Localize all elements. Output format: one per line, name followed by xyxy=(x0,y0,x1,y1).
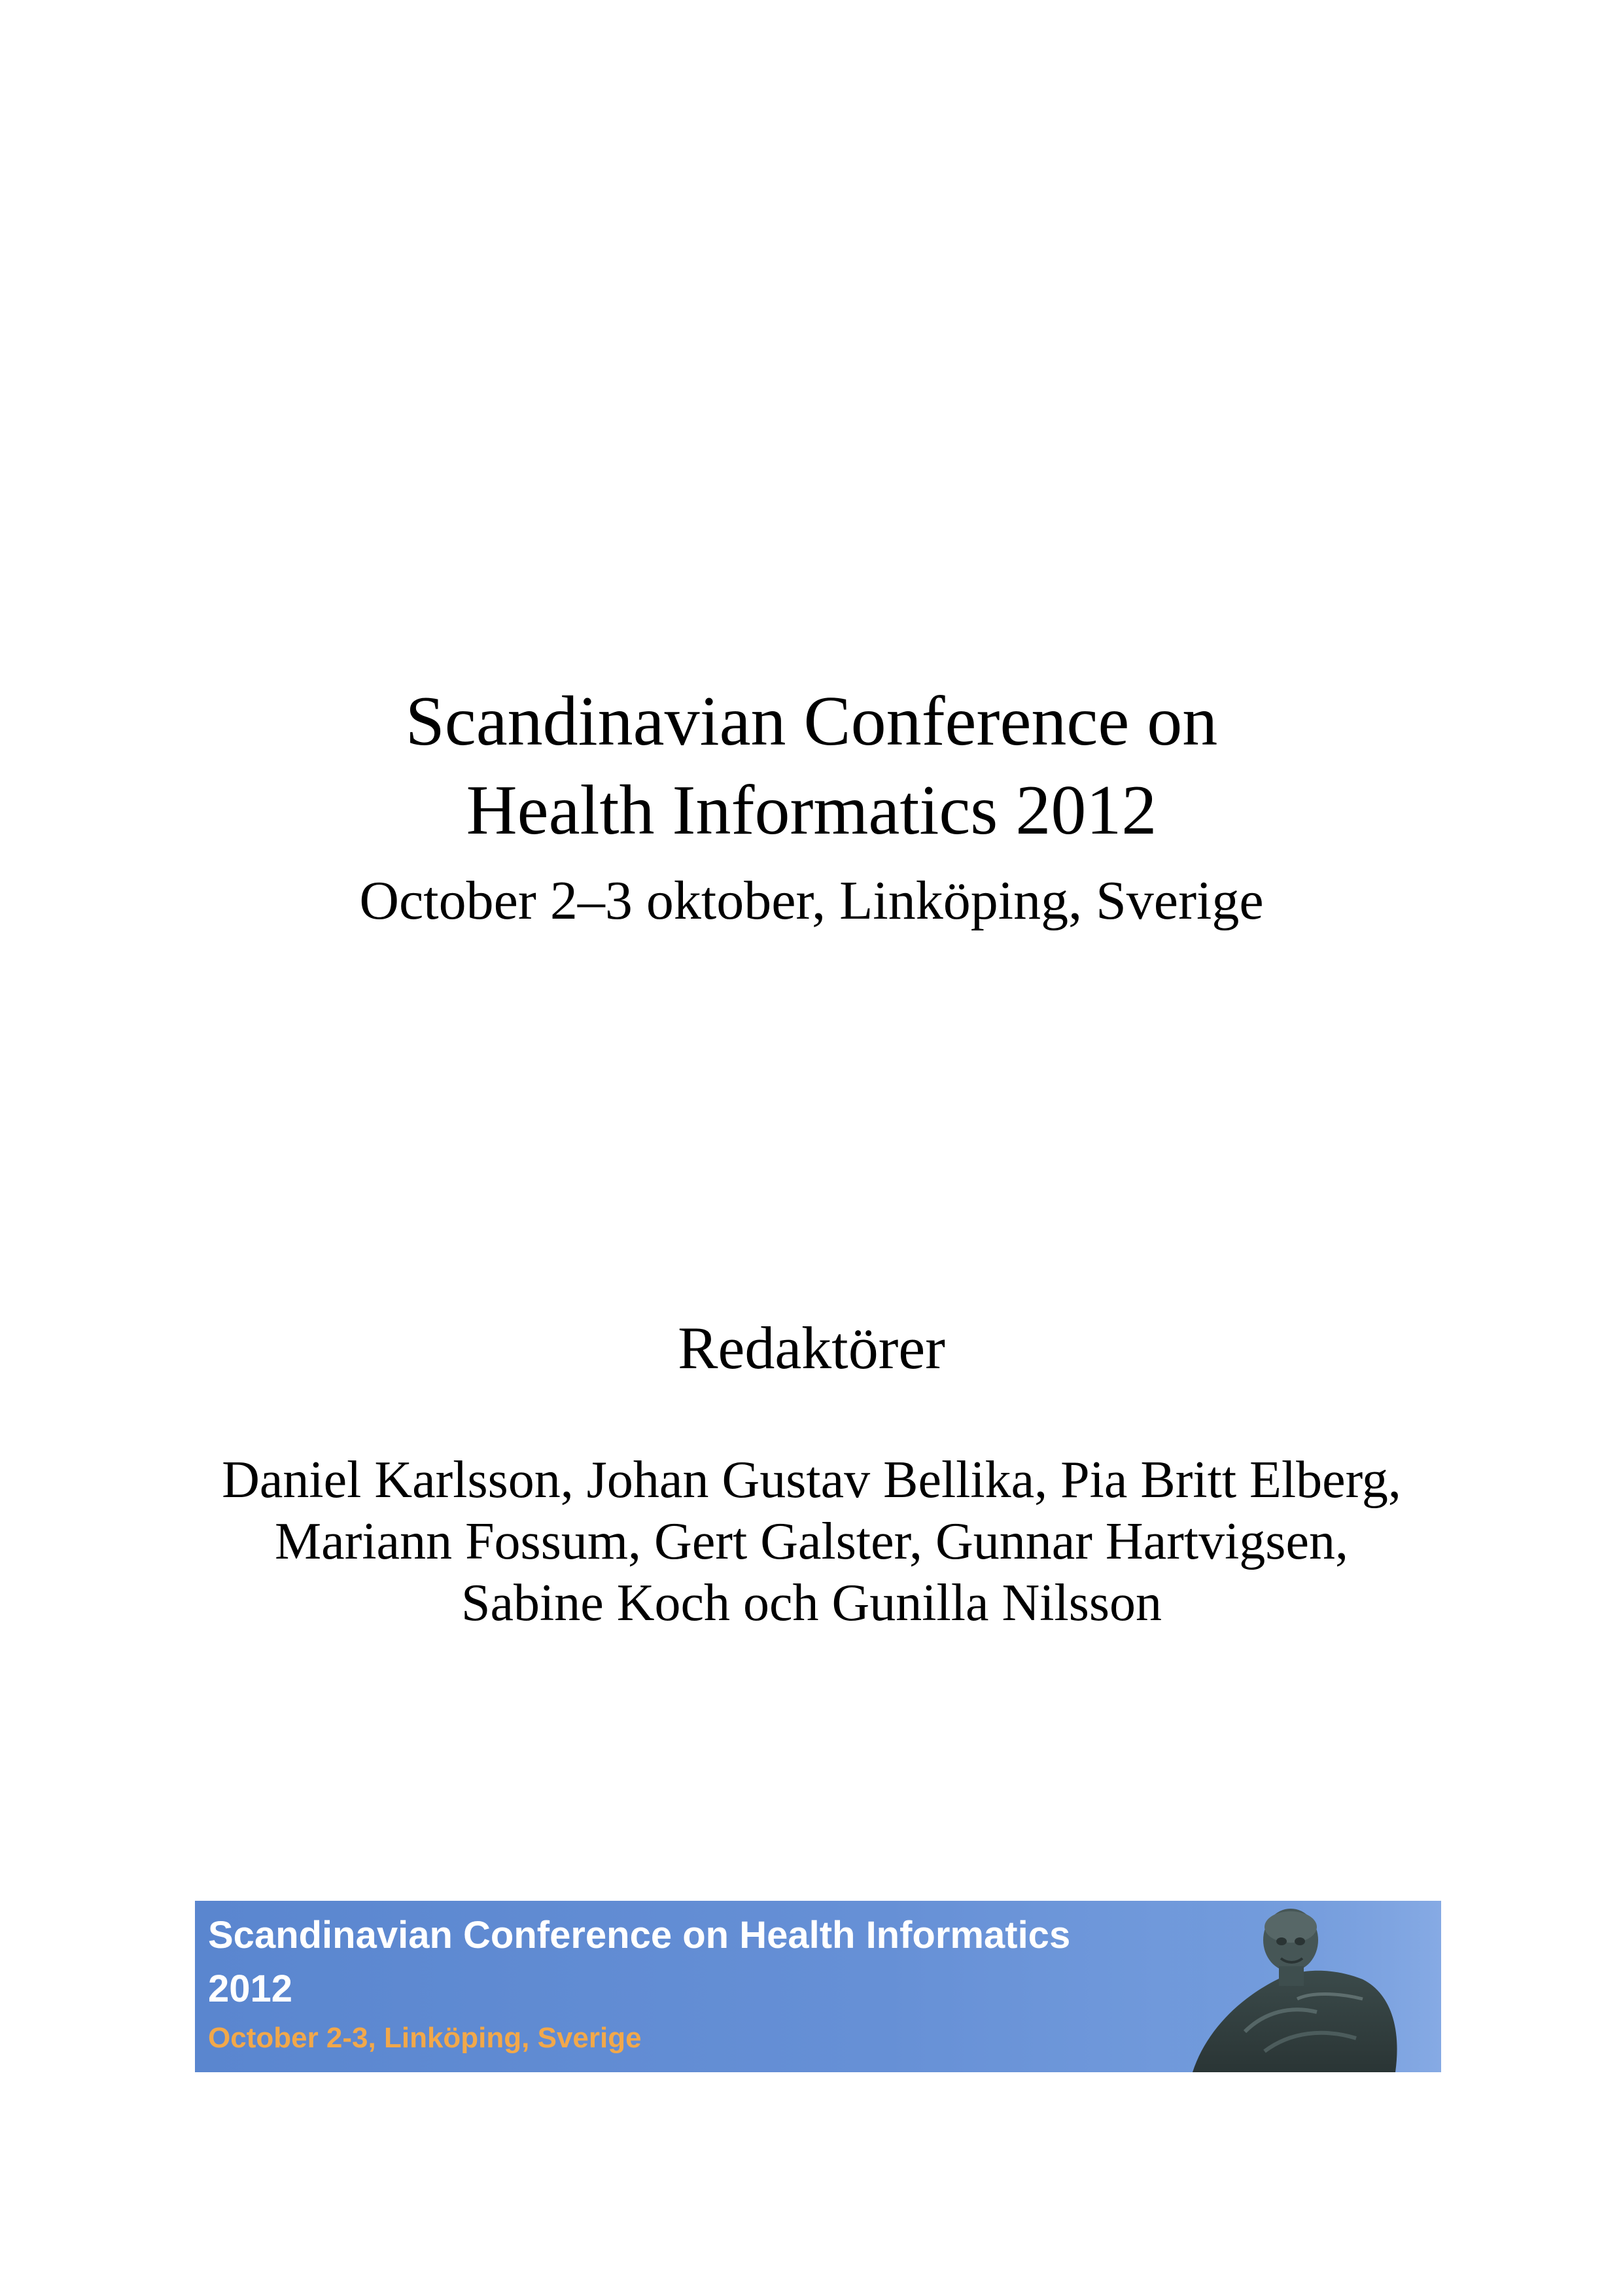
conference-banner xyxy=(195,1901,1441,2072)
editors-list xyxy=(0,1449,1623,1634)
banner-date: October 2-3, Linköping, Sverige xyxy=(208,2022,642,2054)
conference-dates-location: October 2–3 oktober, Linköping, Sverige xyxy=(359,870,1264,931)
title-line-2: Health Informatics 2012 xyxy=(466,771,1157,849)
statue-image xyxy=(1166,1901,1441,2072)
banner-year: 2012 xyxy=(208,1968,293,2010)
banner-title-line: Scandinavian Conference on Health Informatics xyxy=(208,1914,1071,1956)
editors-line: Mariann Fossum, Gert Galster, Gunnar Hartvigsen, xyxy=(275,1513,1348,1570)
banner-title xyxy=(208,1909,1070,2016)
title-block xyxy=(0,677,1623,940)
editors-heading: Redaktörer xyxy=(678,1315,945,1381)
editors-line: Daniel Karlsson, Johan Gustav Bellika, Pia Britt Elberg, xyxy=(222,1451,1401,1509)
title-line-1: Scandinavian Conference on xyxy=(405,682,1218,760)
editors-line: Sabine Koch och Gunilla Nilsson xyxy=(461,1574,1162,1632)
